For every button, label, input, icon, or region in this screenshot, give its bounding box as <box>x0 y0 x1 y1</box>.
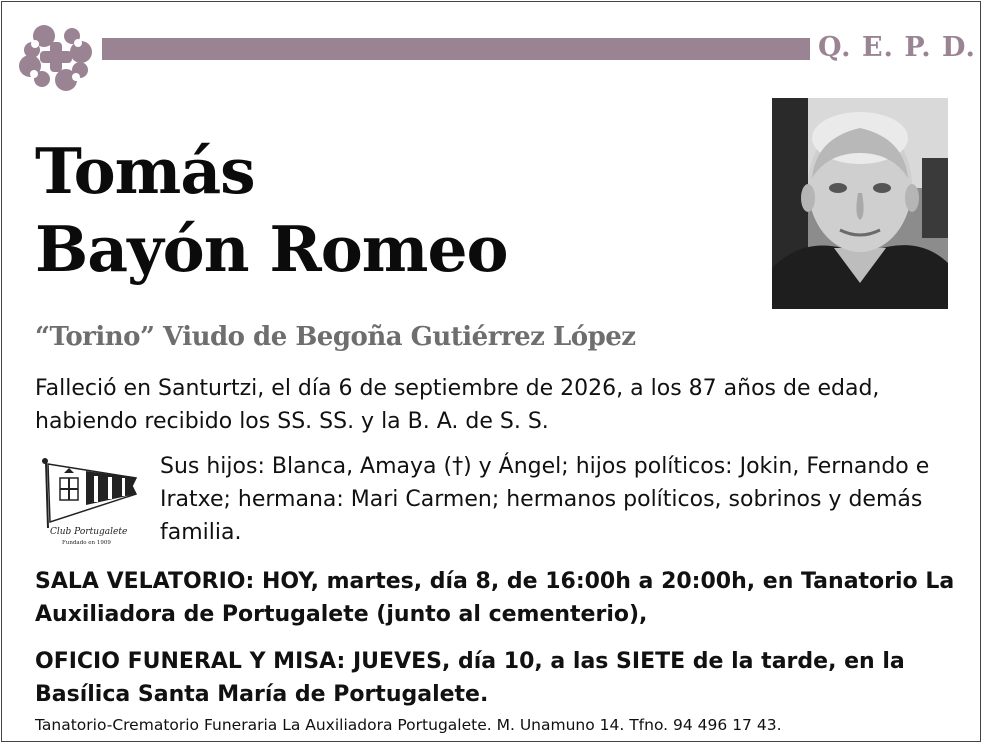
funeral-home-footer: Tanatorio-Crematorio Funeraria La Auxiliadora Portugalete. M. Unamuno 14. Tfno. 94 496 17 43. <box>35 716 782 734</box>
family-list: Sus hijos: Blanca, Amaya (†) y Ángel; hijos políticos: Jokin, Fernando e Iratxe; hermana: Mari Carmen; hermanos políticos, sobrinos y demás familia. <box>160 454 930 545</box>
funeral-info: OFICIO FUNERAL Y MISA: JUEVES, día 10, a las SIETE de la tarde, en la Basílica Santa María de Portugalete. <box>35 649 905 707</box>
club-flag-logo <box>36 456 144 548</box>
deceased-name <box>35 132 508 288</box>
wake-info: SALA VELATORIO: HOY, martes, día 8, de 16:00h a 20:00h, en Tanatorio La Auxiliadora de Portugalete (junto al cementerio), <box>35 569 955 627</box>
qepd-label: Q. E. P. D. <box>818 32 976 63</box>
surnames: Bayón Romeo <box>35 212 508 286</box>
club-name: Club Portugalete <box>50 527 128 537</box>
lauburu-icon <box>18 22 94 92</box>
nickname-widow-line: “Torino” Viudo de Begoña Gutiérrez López <box>35 322 636 352</box>
club-founded: Fundado en 1909 <box>62 540 111 546</box>
first-name: Tomás <box>35 134 255 208</box>
header-bar <box>102 38 810 60</box>
death-notice: Falleció en Santurtzi, el día 6 de septiembre de 2026, a los 87 años de edad, habiendo recibido los SS. SS. y la B. A. de S. S. <box>35 376 880 434</box>
portrait-photo <box>772 98 948 309</box>
